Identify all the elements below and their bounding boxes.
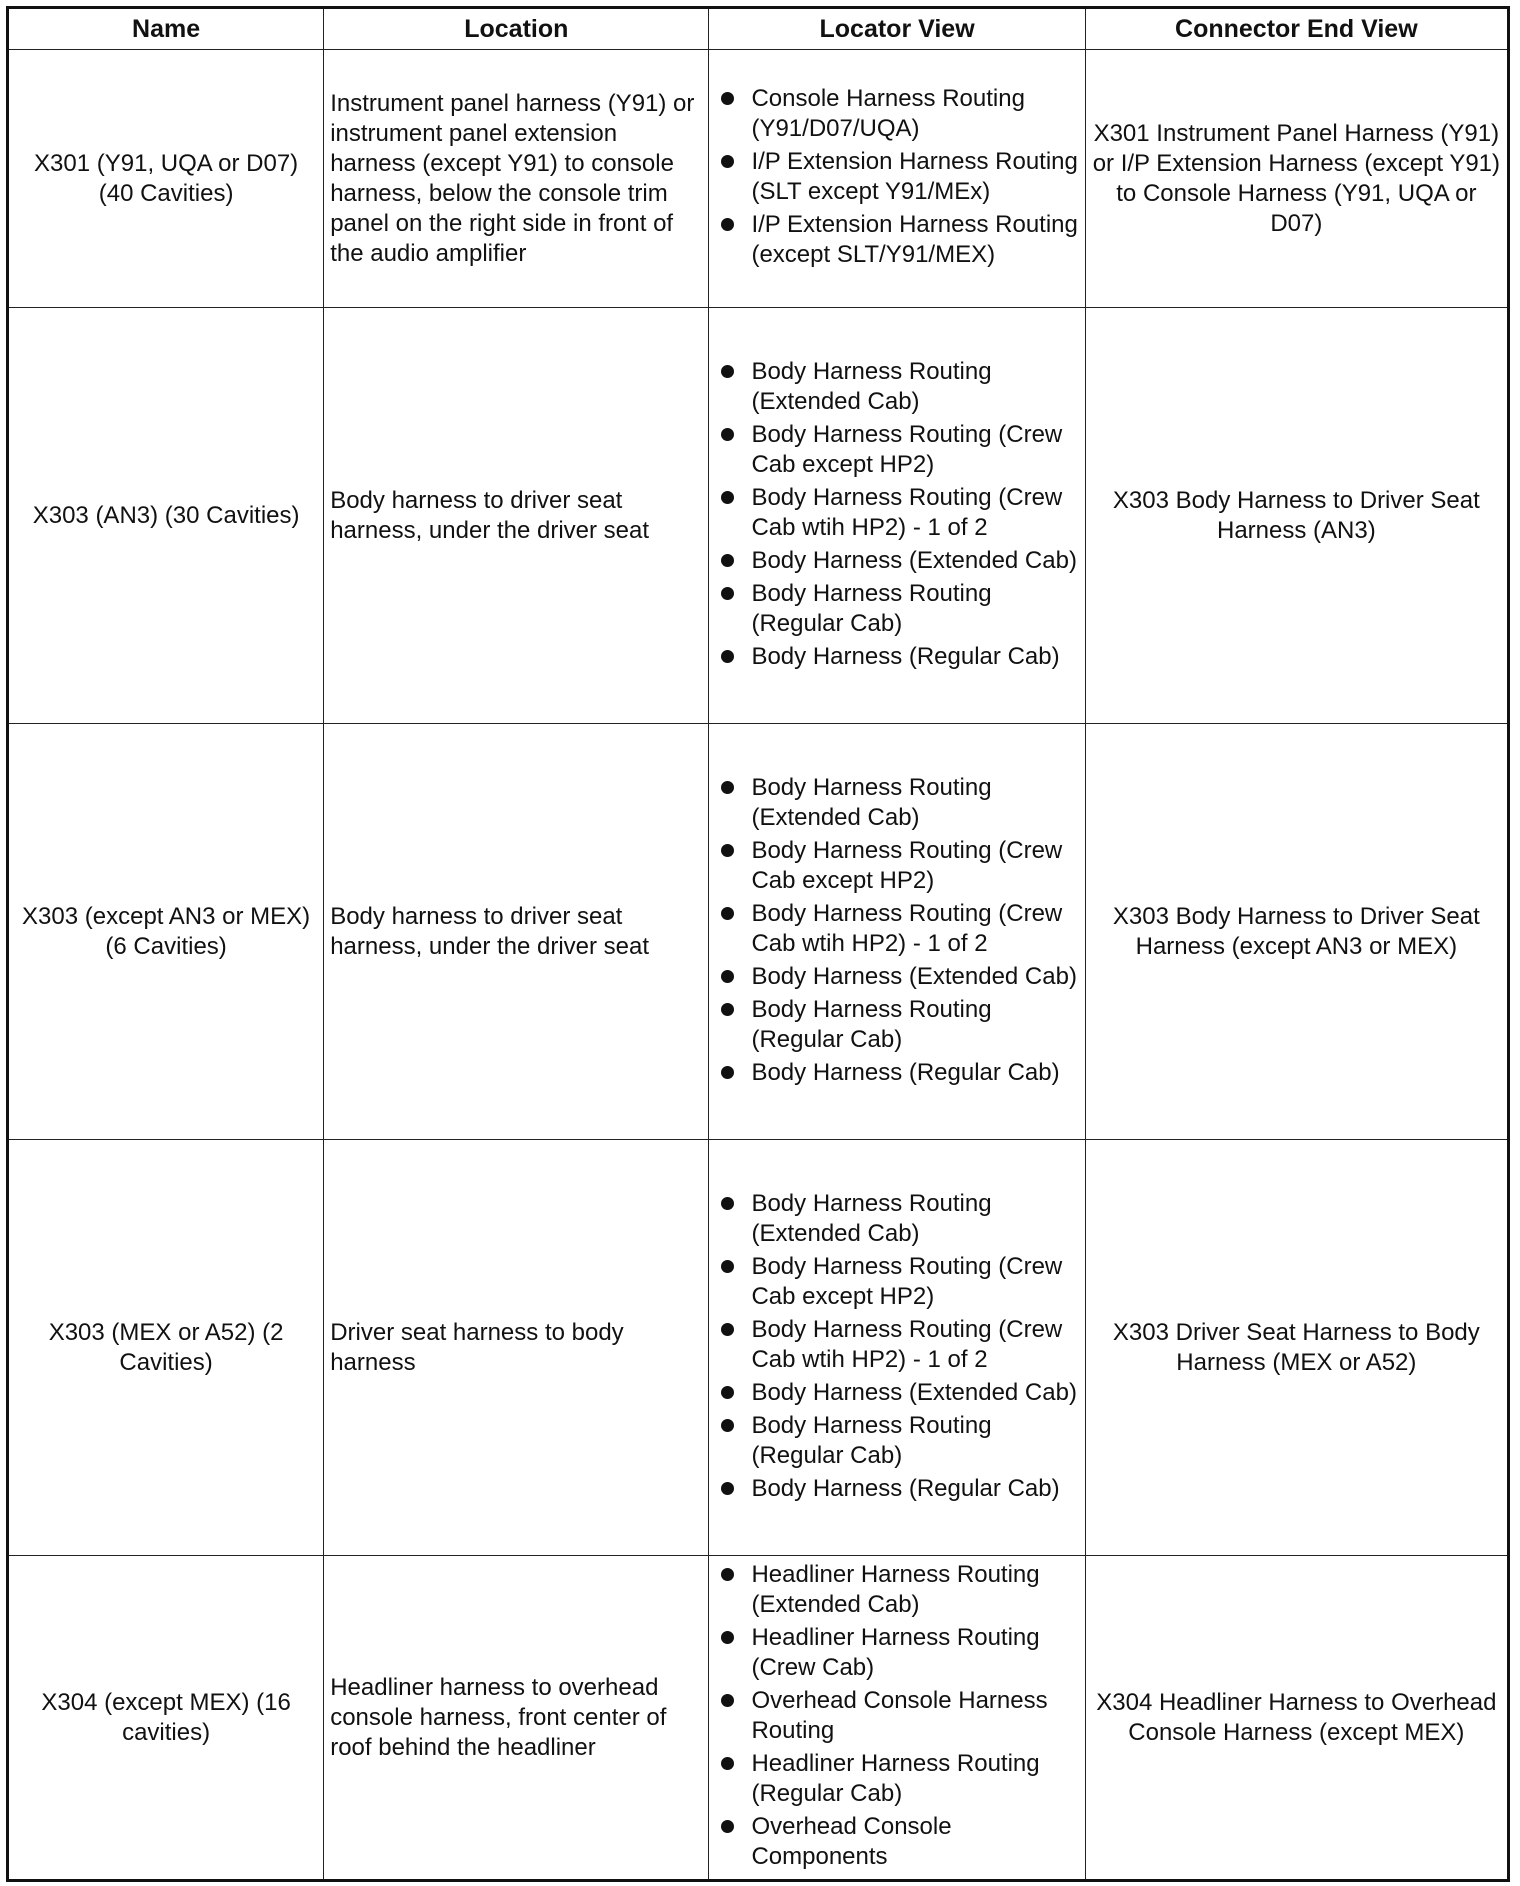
locator-view-label: Body Harness Routing (Regular Cab) (751, 995, 992, 1053)
locator-view-item[interactable] (715, 1686, 1078, 1746)
bullet-icon (721, 1323, 734, 1336)
locator-view-label: Body Harness (Regular Cab) (751, 1474, 1060, 1502)
connector-name: X303 (MEX or A52) (2 Cavities) (8, 1140, 324, 1556)
bullet-icon (721, 491, 734, 504)
locator-view-label: Headliner Harness Routing (Crew Cab) (751, 1624, 1040, 1681)
locator-view-label: Overhead Console Harness Routing (751, 1687, 1048, 1744)
locator-view-label: Body Harness (Regular Cab) (751, 1058, 1060, 1086)
connector-table (6, 6, 1510, 1882)
header-name: Name (8, 8, 324, 50)
locator-view-label: Console Harness Routing (Y91/D07/UQA) (751, 85, 1025, 142)
locator-view-item[interactable] (715, 1560, 1078, 1620)
bullet-icon (721, 1197, 734, 1210)
locator-view-item[interactable] (715, 1189, 1078, 1249)
locator-view-item[interactable] (715, 1058, 1078, 1088)
connector-location: Body harness to driver seat harness, under the driver seat (324, 724, 709, 1140)
table-row (8, 308, 1509, 724)
connector-end-view[interactable]: X303 Driver Seat Harness to Body Harness (MEX or A52) (1085, 1140, 1508, 1556)
bullet-icon (721, 1820, 734, 1833)
bullet-icon (721, 365, 734, 378)
bullet-icon (721, 155, 734, 168)
locator-view-item[interactable] (715, 836, 1078, 896)
locator-view-label: Body Harness Routing (Extended Cab) (751, 773, 992, 831)
header-connector-end-view: Connector End View (1085, 8, 1508, 50)
locator-view-item[interactable] (715, 1812, 1078, 1872)
locator-view-label: Body Harness (Extended Cab) (751, 962, 1077, 990)
bullet-icon (721, 970, 734, 983)
connector-end-view[interactable]: X303 Body Harness to Driver Seat Harness (AN3) (1085, 308, 1508, 724)
bullet-icon (721, 587, 734, 600)
bullet-icon (721, 1260, 734, 1273)
bullet-icon (721, 218, 734, 231)
locator-view-item[interactable] (715, 483, 1078, 543)
locator-view-item[interactable] (715, 899, 1078, 959)
table-row (8, 50, 1509, 308)
bullet-icon (721, 907, 734, 920)
locator-view-item[interactable] (715, 147, 1078, 207)
locator-view-label: Overhead Console Components (751, 1813, 952, 1870)
locator-view-list (715, 1189, 1078, 1504)
locator-view-item[interactable] (715, 420, 1078, 480)
locator-view-item[interactable] (715, 1474, 1078, 1504)
locator-view-label: Body Harness Routing (Extended Cab) (751, 1189, 992, 1247)
locator-view-label: Body Harness (Extended Cab) (751, 1378, 1077, 1406)
bullet-icon (721, 1694, 734, 1707)
locator-view-label: Body Harness Routing (Crew Cab wtih HP2) - 1 of 2 (751, 899, 1063, 957)
locator-view-label: Body Harness (Regular Cab) (751, 642, 1060, 670)
connector-name: X301 (Y91, UQA or D07) (40 Cavities) (8, 50, 324, 308)
locator-view-list (715, 1560, 1078, 1872)
locator-view-label: Body Harness Routing (Crew Cab wtih HP2) - 1 of 2 (751, 483, 1063, 541)
bullet-icon (721, 554, 734, 567)
locator-view-label: Body Harness (Extended Cab) (751, 546, 1077, 574)
bullet-icon (721, 1386, 734, 1399)
locator-view-item[interactable] (715, 546, 1078, 576)
bullet-icon (721, 650, 734, 663)
locator-view-item[interactable] (715, 1749, 1078, 1809)
bullet-icon (721, 92, 734, 105)
connector-location: Driver seat harness to body harness (324, 1140, 709, 1556)
connector-location: Headliner harness to overhead console harness, front center of roof behind the headliner (324, 1556, 709, 1881)
locator-view-cell (709, 1556, 1085, 1881)
locator-view-label: Body Harness Routing (Crew Cab except HP2) (751, 836, 1063, 894)
locator-view-item[interactable] (715, 210, 1078, 270)
locator-view-item[interactable] (715, 962, 1078, 992)
locator-view-cell (709, 1140, 1085, 1556)
locator-view-label: I/P Extension Harness Routing (except SLT/Y91/MEX) (751, 211, 1078, 268)
header-row (8, 8, 1509, 50)
connector-end-view[interactable]: X301 Instrument Panel Harness (Y91) or I/P Extension Harness (except Y91) to Console Harness (Y91, UQA or D07) (1085, 50, 1508, 308)
bullet-icon (721, 781, 734, 794)
locator-view-item[interactable] (715, 773, 1078, 833)
locator-view-item[interactable] (715, 357, 1078, 417)
locator-view-item[interactable] (715, 1315, 1078, 1375)
locator-view-item[interactable] (715, 1252, 1078, 1312)
locator-view-label: Body Harness Routing (Crew Cab except HP2) (751, 1252, 1063, 1310)
connector-end-view[interactable]: X304 Headliner Harness to Overhead Console Harness (except MEX) (1085, 1556, 1508, 1881)
connector-name: X303 (AN3) (30 Cavities) (8, 308, 324, 724)
header-location: Location (324, 8, 709, 50)
locator-view-label: Headliner Harness Routing (Regular Cab) (751, 1750, 1040, 1807)
locator-view-label: Body Harness Routing (Extended Cab) (751, 357, 992, 415)
table-row (8, 724, 1509, 1140)
locator-view-list (715, 773, 1078, 1088)
locator-view-item[interactable] (715, 1623, 1078, 1683)
header-locator-view: Locator View (709, 8, 1085, 50)
locator-view-item[interactable] (715, 579, 1078, 639)
locator-view-cell (709, 50, 1085, 308)
connector-name: X303 (except AN3 or MEX) (6 Cavities) (8, 724, 324, 1140)
locator-view-item[interactable] (715, 84, 1078, 144)
table-row (8, 1556, 1509, 1881)
locator-view-list (715, 357, 1078, 672)
connector-location: Body harness to driver seat harness, under the driver seat (324, 308, 709, 724)
locator-view-label: I/P Extension Harness Routing (SLT except Y91/MEx) (751, 148, 1078, 205)
bullet-icon (721, 1066, 734, 1079)
locator-view-item[interactable] (715, 1411, 1078, 1471)
locator-view-list (715, 84, 1078, 270)
connector-end-view[interactable]: X303 Body Harness to Driver Seat Harness (except AN3 or MEX) (1085, 724, 1508, 1140)
locator-view-item[interactable] (715, 995, 1078, 1055)
connector-name: X304 (except MEX) (16 cavities) (8, 1556, 324, 1881)
locator-view-item[interactable] (715, 1378, 1078, 1408)
locator-view-label: Body Harness Routing (Regular Cab) (751, 1411, 992, 1469)
table-row (8, 1140, 1509, 1556)
bullet-icon (721, 428, 734, 441)
bullet-icon (721, 1003, 734, 1016)
locator-view-label: Body Harness Routing (Crew Cab except HP2) (751, 420, 1063, 478)
locator-view-cell (709, 308, 1085, 724)
connector-location: Instrument panel harness (Y91) or instrument panel extension harness (except Y91) to console harness, below the console trim panel on the right side in front of the audio amplifier (324, 50, 709, 308)
locator-view-item[interactable] (715, 642, 1078, 672)
bullet-icon (721, 1419, 734, 1432)
bullet-icon (721, 1757, 734, 1770)
bullet-icon (721, 1568, 734, 1581)
bullet-icon (721, 844, 734, 857)
locator-view-label: Body Harness Routing (Crew Cab wtih HP2) - 1 of 2 (751, 1315, 1063, 1373)
bullet-icon (721, 1482, 734, 1495)
bullet-icon (721, 1631, 734, 1644)
locator-view-label: Body Harness Routing (Regular Cab) (751, 579, 992, 637)
locator-view-label: Headliner Harness Routing (Extended Cab) (751, 1561, 1040, 1618)
locator-view-cell (709, 724, 1085, 1140)
